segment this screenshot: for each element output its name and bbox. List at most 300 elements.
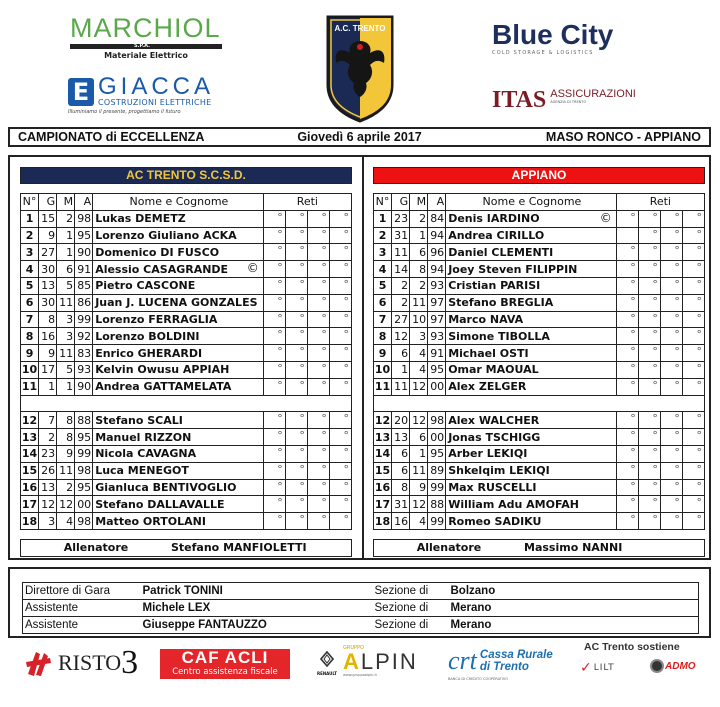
goal-slot: ° [660, 244, 682, 261]
goal-slot: ° [660, 513, 682, 530]
goal-slot: ° [660, 277, 682, 294]
player-name: Daniel CLEMENTI [448, 245, 554, 259]
player-birth-year: 97 [428, 311, 446, 328]
admo-logo [650, 659, 696, 673]
player-birth-day: 27 [39, 244, 57, 261]
giacca-name: GIACCA [98, 73, 215, 100]
column-header-goals: Reti [616, 194, 704, 211]
player-birth-day: 6 [392, 445, 410, 462]
goal-slot: ° [329, 378, 351, 395]
player-birth-day: 1 [392, 361, 410, 378]
player-birth-day: 1 [39, 378, 57, 395]
player-name: Juan J. LUCENA GONZALES [95, 296, 258, 310]
player-birth-year: 93 [75, 361, 93, 378]
goal-slot: ° [307, 496, 329, 513]
marchiol-bar [70, 44, 222, 49]
player-birth-month: 3 [57, 311, 75, 328]
goal-slot: ° [638, 429, 660, 446]
match-date: Giovedì 6 aprile 2017 [297, 130, 422, 144]
player-row [21, 227, 352, 244]
goal-slot: ° [616, 445, 638, 462]
goal-slot: ° [682, 311, 704, 328]
official-role: Assistente [23, 600, 141, 617]
home-coach-label: Allenatore [63, 541, 129, 555]
player-birth-day: 2 [39, 429, 57, 446]
player-name-cell [446, 378, 617, 395]
player-number: 14 [21, 447, 38, 461]
goal-slot: ° [329, 294, 351, 311]
alpin-group-label: GRUPPO [343, 645, 364, 651]
player-birth-month: 1 [57, 227, 75, 244]
player-name-cell [446, 227, 617, 244]
captain-icon: © [246, 261, 259, 276]
goal-slot: ° [329, 328, 351, 345]
renault-diamond-icon [320, 651, 334, 667]
player-birth-day: 9 [39, 227, 57, 244]
goal-slot: ° [285, 345, 307, 362]
goal-slot: ° [263, 429, 285, 446]
player-name-cell [446, 361, 617, 378]
goal-slot: ° [285, 462, 307, 479]
match-info-bar [8, 127, 711, 147]
player-birth-year: 99 [75, 311, 93, 328]
caf-acli-logo [160, 649, 290, 679]
player-birth-day: 16 [39, 328, 57, 345]
goal-slot: ° [682, 496, 704, 513]
column-header-day: G [39, 194, 57, 211]
player-name: Cristian PARISI [448, 279, 541, 293]
goal-slot: ° [660, 261, 682, 278]
goal-slot: ° [682, 479, 704, 496]
player-row [21, 294, 352, 311]
player-row [374, 227, 705, 244]
goal-slot: ° [616, 277, 638, 294]
player-name: Stefano BREGLIA [448, 296, 554, 310]
player-birth-year: 98 [75, 210, 93, 227]
player-birth-year: 98 [75, 462, 93, 479]
player-name: Jonas TSCHIGG [448, 430, 541, 444]
player-birth-month: 2 [57, 210, 75, 227]
player-birth-month: 5 [57, 277, 75, 294]
player-number: 13 [374, 430, 391, 444]
player-number: 8 [374, 328, 392, 345]
player-name: Lorenzo BOLDINI [95, 329, 200, 343]
player-birth-month: 6 [410, 429, 428, 446]
goal-slot: ° [263, 277, 285, 294]
column-header-day: G [392, 194, 410, 211]
goal-slot: ° [329, 361, 351, 378]
goal-slot: ° [307, 479, 329, 496]
player-row [374, 261, 705, 278]
goal-slot: ° [682, 210, 704, 227]
player-name-cell [446, 345, 617, 362]
player-number: 7 [374, 311, 392, 328]
player-name: Lorenzo FERRAGLIA [95, 312, 218, 326]
goal-slot: ° [638, 361, 660, 378]
player-birth-day: 23 [392, 210, 410, 227]
official-city: Merano [449, 617, 699, 634]
player-birth-month: 4 [57, 513, 75, 530]
player-row [374, 429, 705, 446]
player-number: 3 [374, 244, 392, 261]
player-birth-month: 3 [410, 328, 428, 345]
player-birth-month: 8 [57, 412, 75, 429]
player-birth-month: 11 [410, 294, 428, 311]
player-birth-year: 98 [75, 513, 93, 530]
player-row [374, 462, 705, 479]
player-birth-year: 91 [428, 345, 446, 362]
player-birth-month: 4 [410, 345, 428, 362]
player-name-cell [446, 496, 617, 513]
player-row [21, 429, 352, 446]
away-team-banner: APPIANO [373, 167, 705, 184]
goal-slot: ° [638, 462, 660, 479]
player-name: Stefano DALLAVALLE [95, 497, 225, 511]
player-name: Stefano SCALI [95, 413, 183, 427]
column-header-month: M [410, 194, 428, 211]
goal-slot: ° [682, 328, 704, 345]
player-birth-day: 14 [392, 261, 410, 278]
player-birth-month: 2 [410, 210, 428, 227]
official-sezione-label: Sezione di [373, 617, 449, 634]
goal-slot: ° [307, 513, 329, 530]
alpin-url: www.gruppoalpin.it [343, 673, 377, 677]
cassa-rurale-logo [448, 646, 553, 681]
goal-slot: ° [682, 378, 704, 395]
goal-slot: ° [616, 345, 638, 362]
player-name-cell [93, 261, 264, 278]
supports-label: AC Trento sostiene [584, 641, 680, 653]
player-number: 15 [374, 464, 391, 478]
cassa-rurale-line1: Cassa Rurale [479, 649, 553, 661]
player-birth-year: 89 [428, 462, 446, 479]
player-number: 14 [374, 447, 391, 461]
player-birth-year: 84 [428, 210, 446, 227]
player-row [21, 496, 352, 513]
goal-slot: ° [682, 277, 704, 294]
player-birth-year: 95 [428, 445, 446, 462]
player-name: Alessio CASAGRANDE [95, 262, 229, 276]
player-row [374, 412, 705, 429]
player-birth-day: 23 [39, 445, 57, 462]
player-name: Alex WALCHER [448, 413, 540, 427]
player-birth-month: 1 [410, 445, 428, 462]
goal-slot: ° [616, 412, 638, 429]
player-name-cell [93, 210, 264, 227]
away-coach-box [373, 539, 705, 557]
marchiol-name: MARCHIOL [70, 13, 221, 43]
goal-slot: ° [285, 496, 307, 513]
player-name: Lukas DEMETZ [95, 212, 186, 226]
player-number: 12 [21, 413, 38, 427]
player-birth-month: 2 [410, 277, 428, 294]
official-city: Bolzano [449, 583, 699, 600]
giacca-e-icon: E [68, 78, 94, 106]
goal-slot: ° [616, 378, 638, 395]
player-birth-month: 8 [410, 261, 428, 278]
player-name: Omar MAOUAL [448, 363, 539, 377]
goal-slot: ° [329, 429, 351, 446]
goal-slot: ° [682, 244, 704, 261]
admo-disc-icon [650, 659, 664, 673]
goal-slot: ° [285, 412, 307, 429]
player-row [21, 412, 352, 429]
crest-text: A.C. TRENTO [334, 24, 386, 33]
goal-slot: ° [616, 311, 638, 328]
ac-trento-crest-icon [322, 13, 398, 123]
player-name-cell [93, 496, 264, 513]
player-birth-year: 92 [75, 328, 93, 345]
roster-header-row [21, 194, 352, 211]
player-birth-month: 4 [410, 361, 428, 378]
column-header-number: N° [374, 194, 392, 211]
player-number: 10 [21, 363, 38, 377]
goal-slot: ° [263, 513, 285, 530]
player-birth-day: 12 [392, 328, 410, 345]
player-name: Andrea GATTAMELATA [95, 380, 232, 394]
goal-slot: ° [682, 513, 704, 530]
player-birth-year: 98 [428, 412, 446, 429]
goal-slot: ° [682, 429, 704, 446]
goal-slot: ° [285, 328, 307, 345]
player-birth-day: 15 [39, 210, 57, 227]
player-birth-year: 95 [75, 429, 93, 446]
player-birth-day: 12 [39, 496, 57, 513]
column-header-number: N° [21, 194, 39, 211]
goal-slot: ° [263, 294, 285, 311]
player-birth-day: 26 [39, 462, 57, 479]
player-number: 16 [374, 480, 391, 494]
cassa-rurale-line2: di Trento [479, 661, 529, 673]
goal-slot: ° [307, 210, 329, 227]
player-number: 8 [21, 328, 39, 345]
player-birth-day: 13 [392, 429, 410, 446]
player-number: 13 [21, 430, 38, 444]
player-row [21, 345, 352, 362]
player-row [374, 378, 705, 395]
goal-slot: ° [329, 445, 351, 462]
away-coach-label: Allenatore [416, 541, 482, 555]
player-number: 11 [374, 380, 391, 394]
goal-slot: ° [616, 513, 638, 530]
player-name: Shkelqim LEKIQI [448, 464, 550, 478]
goal-slot: ° [307, 244, 329, 261]
player-number: 6 [21, 294, 39, 311]
goal-slot: ° [660, 378, 682, 395]
goal-slot: ° [285, 261, 307, 278]
marchiol-subtitle: Materiale Elettrico [104, 51, 188, 60]
goal-slot: ° [638, 445, 660, 462]
player-name-cell [93, 479, 264, 496]
goal-slot: ° [638, 345, 660, 362]
goal-slot: ° [660, 294, 682, 311]
column-header-year: A [428, 194, 446, 211]
player-number: 9 [21, 345, 39, 362]
player-birth-month: 1 [57, 244, 75, 261]
goal-slot: ° [285, 244, 307, 261]
goal-slot: ° [638, 244, 660, 261]
player-row [21, 244, 352, 261]
goal-slot: ° [307, 412, 329, 429]
bluecity-name: Blue City [492, 19, 614, 50]
player-name-cell [93, 429, 264, 446]
goal-slot: ° [682, 412, 704, 429]
goal-slot: ° [285, 294, 307, 311]
player-row [374, 513, 705, 530]
player-birth-year: 83 [75, 345, 93, 362]
away-roster-table [373, 193, 705, 530]
goal-slot: ° [307, 361, 329, 378]
player-row [21, 445, 352, 462]
goal-slot: ° [660, 227, 682, 244]
goal-slot: ° [329, 277, 351, 294]
goal-slot: ° [263, 412, 285, 429]
goal-slot: ° [638, 479, 660, 496]
goal-slot: ° [307, 294, 329, 311]
player-number: 12 [374, 413, 391, 427]
player-birth-month: 1 [410, 227, 428, 244]
home-team-section [20, 157, 352, 557]
lilt-mark-icon: ✓ [580, 660, 592, 676]
goal-slot: ° [263, 462, 285, 479]
player-number: 18 [21, 514, 38, 528]
player-number: 3 [21, 244, 39, 261]
goal-slot: ° [660, 429, 682, 446]
column-header-year: A [75, 194, 93, 211]
admo-name: ADMO [665, 660, 696, 672]
risto3-digit: 3 [121, 644, 139, 681]
player-birth-month: 12 [57, 496, 75, 513]
goal-slot: ° [329, 227, 351, 244]
player-birth-month: 3 [57, 328, 75, 345]
player-birth-year: 88 [75, 412, 93, 429]
lilt-logo [580, 660, 615, 676]
goal-slot: ° [638, 294, 660, 311]
player-name-cell [93, 294, 264, 311]
official-role: Assistente [23, 617, 141, 634]
roster-header-row [374, 194, 705, 211]
player-name-cell [93, 378, 264, 395]
player-birth-day: 11 [392, 378, 410, 395]
itas-logo [492, 88, 636, 112]
player-birth-month: 12 [410, 378, 428, 395]
player-birth-day: 7 [39, 412, 57, 429]
goal-slot: ° [660, 496, 682, 513]
official-row [23, 617, 699, 634]
goal-slot: ° [307, 311, 329, 328]
officials-table [22, 582, 699, 634]
goal-slot: ° [285, 210, 307, 227]
player-birth-year: 00 [428, 378, 446, 395]
player-number: 5 [21, 277, 39, 294]
goal-slot: ° [682, 294, 704, 311]
goal-slot: ° [263, 210, 285, 227]
player-birth-day: 30 [39, 261, 57, 278]
goal-slot: ° [638, 311, 660, 328]
player-name-cell [446, 261, 617, 278]
risto3-mark-icon [24, 648, 54, 678]
player-number: 10 [374, 363, 391, 377]
player-birth-month: 9 [57, 445, 75, 462]
goal-slot: ° [616, 479, 638, 496]
player-name-cell [446, 328, 617, 345]
goal-slot: ° [263, 261, 285, 278]
player-number: 1 [374, 210, 392, 227]
player-row [21, 261, 352, 278]
player-birth-year: 95 [75, 227, 93, 244]
goal-slot: ° [329, 479, 351, 496]
player-name: Marco NAVA [448, 312, 524, 326]
goal-slot: ° [285, 513, 307, 530]
player-birth-day: 27 [392, 311, 410, 328]
goal-slot: ° [285, 277, 307, 294]
player-birth-day: 31 [392, 496, 410, 513]
player-name-cell [93, 361, 264, 378]
goal-slot: ° [285, 429, 307, 446]
player-name: Luca MENEGOT [95, 464, 189, 478]
player-birth-day: 30 [39, 294, 57, 311]
player-name-cell [446, 412, 617, 429]
player-birth-month: 12 [410, 412, 428, 429]
bluecity-subtitle: COLD STORAGE & LOGISTICS [492, 50, 594, 56]
itas-subtitle: ASSICURAZIONI [550, 88, 636, 100]
player-row [374, 244, 705, 261]
goal-slot: ° [263, 445, 285, 462]
player-birth-month: 11 [57, 294, 75, 311]
goal-slot: ° [307, 445, 329, 462]
player-number: 6 [374, 294, 392, 311]
official-name: Patrick TONINI [141, 583, 373, 600]
player-name: Kelvin Owusu APPIAH [95, 363, 230, 377]
player-row [21, 462, 352, 479]
goal-slot: ° [285, 479, 307, 496]
goal-slot: ° [638, 513, 660, 530]
player-name-cell [446, 294, 617, 311]
player-name-cell [446, 429, 617, 446]
player-name-cell [446, 513, 617, 530]
player-name-cell [93, 462, 264, 479]
goal-slot: ° [638, 261, 660, 278]
player-name-cell [446, 277, 617, 294]
player-number: 2 [374, 227, 392, 244]
player-birth-year: 00 [75, 496, 93, 513]
competition-name: CAMPIONATO di ECCELLENZA [18, 130, 205, 144]
player-name-cell [446, 311, 617, 328]
itas-name: ITAS [492, 87, 547, 113]
player-birth-day: 17 [39, 361, 57, 378]
goal-slot: ° [660, 210, 682, 227]
goal-slot: ° [638, 496, 660, 513]
player-birth-day: 6 [392, 345, 410, 362]
goal-slot: ° [682, 345, 704, 362]
risto3-word: RISTO [58, 650, 122, 675]
player-name: Romeo SADIKU [448, 514, 542, 528]
official-name: Giuseppe FANTAUZZO [141, 617, 373, 634]
home-coach-box [20, 539, 352, 557]
player-name-cell [93, 244, 264, 261]
player-name: Michael OSTI [448, 346, 529, 360]
player-number: 9 [374, 345, 392, 362]
player-birth-year: 97 [428, 294, 446, 311]
goal-slot: ° [660, 311, 682, 328]
goal-slot [616, 227, 638, 244]
official-sezione-label: Sezione di [373, 583, 449, 600]
player-row [374, 445, 705, 462]
player-birth-year: 00 [428, 429, 446, 446]
goal-slot: ° [638, 277, 660, 294]
official-role: Direttore di Gara [23, 583, 141, 600]
player-birth-year: 95 [428, 361, 446, 378]
